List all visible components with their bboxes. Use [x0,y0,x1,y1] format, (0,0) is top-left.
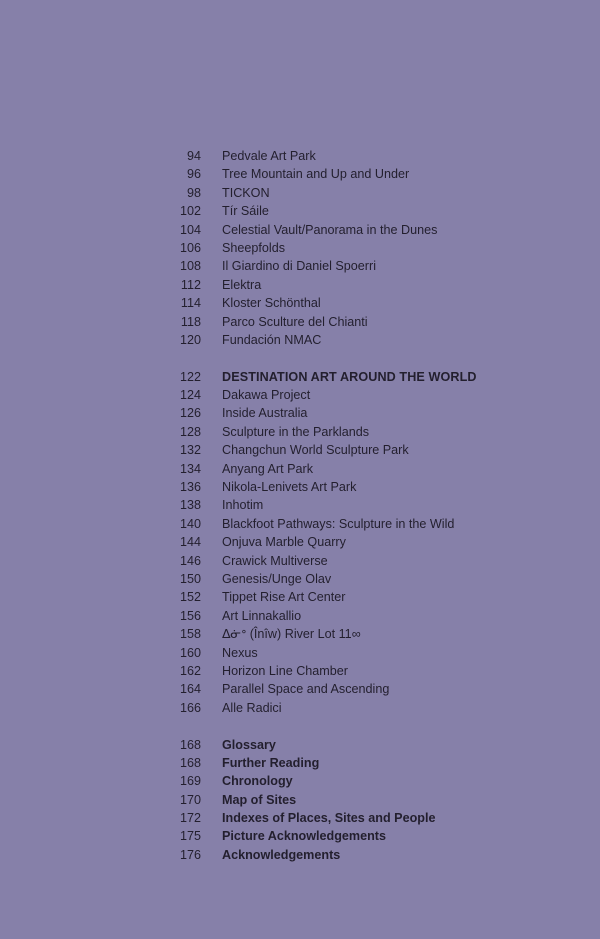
entry-title: Sculpture in the Parklands [222,424,370,439]
entry-title: Picture Acknowledgements [222,829,386,844]
entry-title: Elektra [222,277,262,292]
page-number: 98 [186,185,201,200]
page-number: 136 [179,480,201,495]
entry-title: Parallel Space and Ascending [222,682,390,697]
page-number: 176 [179,847,201,862]
toc-entry [0,644,600,662]
page-number: 94 [186,149,201,163]
toc-entry [0,313,600,331]
page-number: 164 [179,682,201,697]
entry-title: Art Linnakallio [222,608,302,623]
entry-title: Parco Sculture del Chianti [222,314,368,329]
page-number: 166 [179,700,201,715]
page-number: 104 [179,222,201,237]
entry-title: Onjuva Marble Quarry [222,535,346,550]
entry-title: Horizon Line Chamber [222,663,348,678]
toc-entry [0,791,600,809]
entry-title: Glossary [222,737,276,752]
entry-title: Tippet Rise Art Center [222,590,346,605]
toc-entry [0,386,600,404]
toc-entry [0,680,600,698]
toc-entry [0,809,600,827]
entry-title: Nexus [222,645,258,660]
page-number: 158 [179,627,201,642]
entry-title: Sheepfolds [222,240,286,255]
entry-title: Acknowledgements [222,847,341,862]
page-number: 152 [179,590,201,605]
page-number: 168 [179,755,201,770]
toc-entry [0,533,600,551]
page-number: 156 [179,608,201,623]
toc-entry [0,772,600,790]
page-number: 162 [179,663,201,678]
page-number: 120 [179,332,201,347]
page-number: 172 [179,811,201,826]
toc-section [0,147,600,349]
page-number: 175 [179,829,201,844]
toc-entry [0,239,600,257]
entry-title: Celestial Vault/Panorama in the Dunes [222,222,438,237]
page-number: 112 [180,277,201,292]
page-number: 124 [179,388,201,403]
toc-entry [0,754,600,772]
entry-title: Dakawa Project [222,388,311,403]
page-number: 170 [179,792,201,807]
entry-title: Tír Sáile [222,204,269,219]
toc-entry [0,846,600,864]
page-number: 126 [179,406,201,421]
page-number: 96 [186,167,201,182]
toc-section [0,736,600,865]
entry-title: Il Giardino di Daniel Spoerri [222,259,376,274]
entry-title: Chronology [222,774,293,789]
toc-entry [0,423,600,441]
entry-title: Inside Australia [222,406,308,421]
entry-title: Pedvale Art Park [222,149,316,163]
toc-entry [0,736,600,754]
toc-entry [0,184,600,202]
page-number: 106 [179,240,201,255]
page-number: 140 [179,516,201,531]
entry-title: Kloster Schönthal [222,296,321,311]
page-number: 144 [179,535,201,550]
page-number: 118 [180,314,201,329]
page-number: 168 [179,737,201,752]
toc-section [0,368,600,717]
entry-title: Nikola-Lenivets Art Park [222,480,357,495]
toc-entry [0,625,600,643]
toc-entry [0,294,600,312]
page-number: 132 [179,443,201,458]
entry-title: Map of Sites [222,792,297,807]
toc-entry [0,607,600,625]
toc-entry [0,257,600,275]
entry-title: Inhotim [222,498,264,513]
toc-entry [0,570,600,588]
entry-title: Changchun World Sculpture Park [222,443,409,458]
entry-title: Genesis/Unge Olav [222,571,332,586]
toc-entry [0,827,600,845]
toc-entry [0,588,600,606]
page-number: 102 [179,204,201,219]
toc-entry [0,165,600,183]
page-number: 160 [179,645,201,660]
toc-entry [0,460,600,478]
page-number: 114 [180,296,201,311]
toc-entry [0,552,600,570]
page-number: 108 [179,259,201,274]
toc-entry [0,404,600,422]
entry-title: Further Reading [222,755,320,770]
toc-entry [0,202,600,220]
toc-entry [0,515,600,533]
entry-title: DESTINATION ART AROUND THE WORLD [222,369,477,384]
page-number: 146 [179,553,201,568]
table-of-contents [0,147,600,864]
toc-section-heading [0,368,600,386]
page-number: 169 [179,774,201,789]
entry-title: Blackfoot Pathways: Sculpture in the Wild [222,516,455,531]
page-number: 122 [179,369,201,384]
toc-entry [0,441,600,459]
entry-title: Tree Mountain and Up and Under [222,167,410,182]
toc-entry [0,276,600,294]
toc-entry [0,496,600,514]
entry-title: ᐃᓃᐤ (Înîw) River Lot 11∞ [222,627,361,642]
entry-title: Anyang Art Park [222,461,314,476]
entry-title: Fundación NMAC [222,332,322,347]
toc-entry [0,221,600,239]
entry-title: Indexes of Places, Sites and People [222,811,436,826]
toc-entry [0,478,600,496]
entry-title: TICKON [222,185,270,200]
page-number: 134 [179,461,201,476]
page-number: 150 [179,571,201,586]
page-number: 138 [179,498,201,513]
page-number: 128 [179,424,201,439]
toc-entry [0,331,600,349]
entry-title: Alle Radici [222,700,282,715]
toc-entry [0,147,600,165]
toc-entry [0,699,600,717]
toc-entry [0,662,600,680]
entry-title: Crawick Multiverse [222,553,328,568]
